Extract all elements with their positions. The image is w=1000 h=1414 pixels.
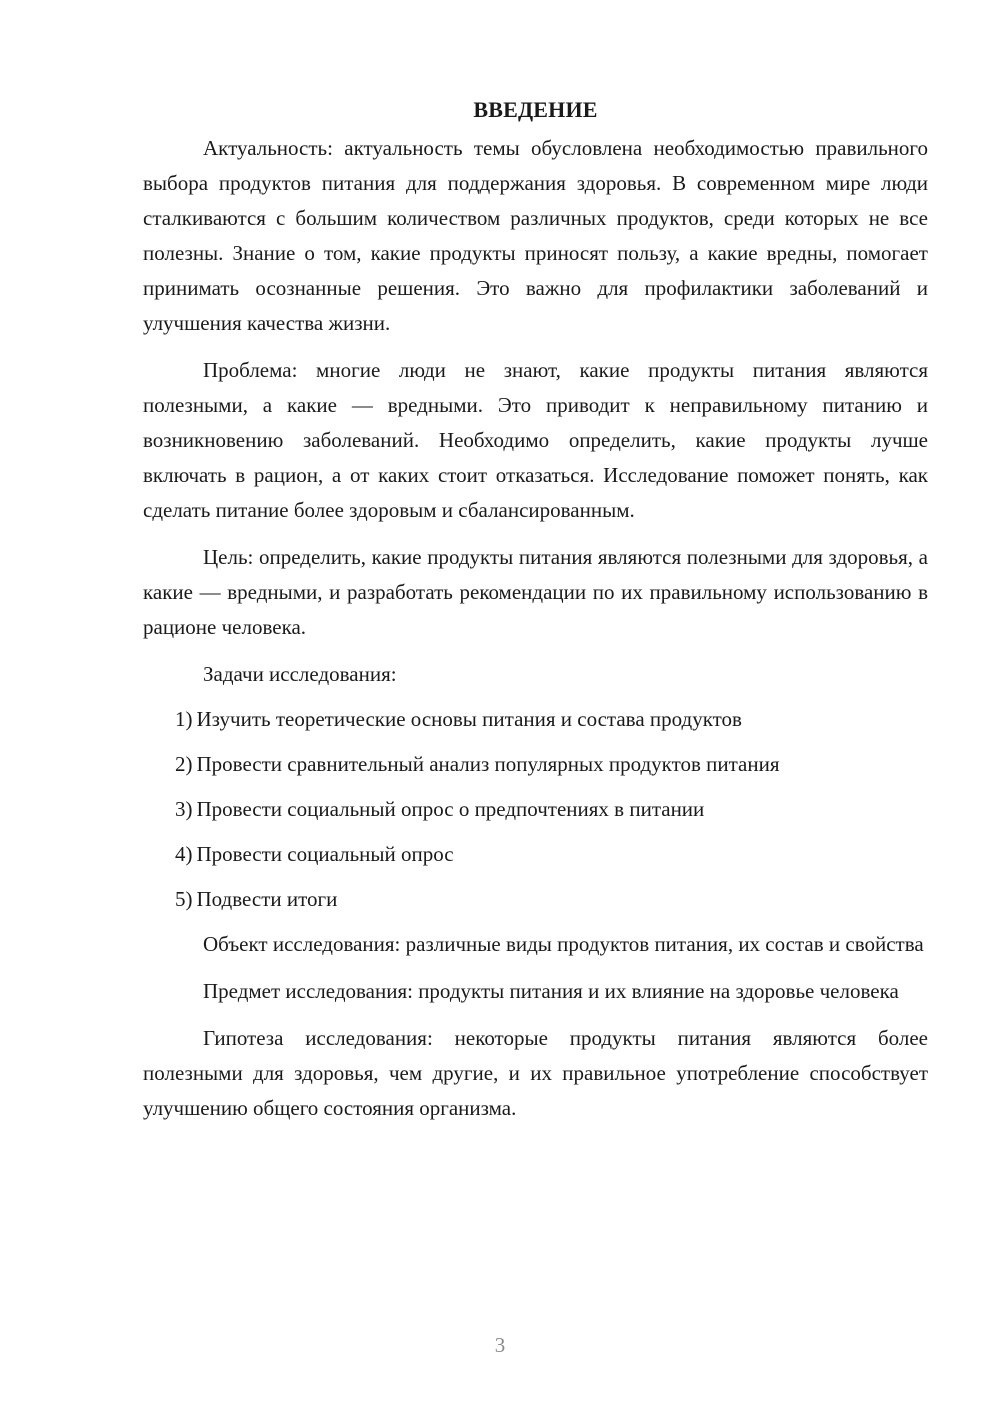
object-paragraph: Объект исследования: различные виды продуктов питания, их состав и свойства [203,932,924,956]
task-item [143,837,928,872]
task-number: 1) [175,707,193,731]
page-number: 3 [494,1333,506,1357]
page-heading: ВВЕДЕНИЕ [473,97,598,122]
task-text: Провести социальный опрос [196,842,454,866]
goal-paragraph: Цель: определить, какие продукты питания являются полезными для здоровья, а какие — вредными, и разработать рекомендации по их правильному использованию в рационе человека. [143,545,928,639]
task-text: Подвести итоги [196,887,338,911]
task-text: Провести социальный опрос о предпочтениях в питании [196,797,705,821]
tasks-title: Задачи исследования: [203,662,397,686]
task-number: 5) [175,887,193,911]
task-item [143,747,928,782]
task-number: 4) [175,842,193,866]
document-page [143,92,928,1138]
hypothesis-paragraph: Гипотеза исследования: некоторые продукты питания являются более полезными для здоровья, чем другие, и их правильное употребление способствует улучшению общего состояния организма. [143,1026,928,1120]
relevance-paragraph: Актуальность: актуальность темы обусловлена необходимостью правильного выбора продуктов питания для поддержания здоровья. В современном мире люди сталкиваются с большим количеством различных продуктов, среди которых не все полезны. Знание о том, какие продукты приносят пользу, а какие вредны, помогает принимать осознанные решения. Это важно для профилактики заболеваний и улучшения качества жизни. [143,136,928,335]
task-number: 2) [175,752,193,776]
task-text: Провести сравнительный анализ популярных продуктов питания [196,752,780,776]
task-item [143,702,928,737]
task-number: 3) [175,797,193,821]
task-item [143,882,928,917]
problem-paragraph: Проблема: многие люди не знают, какие продукты питания являются полезными, а какие — вредными. Это приводит к неправильному питанию и возникновению заболеваний. Необходимо определить, какие продукты лучше включать в рацион, а от каких стоит отказаться. Исследование поможет понять, как сделать питание более здоровым и сбалансированным. [143,358,928,522]
task-item [143,792,928,827]
subject-paragraph: Предмет исследования: продукты питания и их влияние на здоровье человека [203,979,899,1003]
task-text: Изучить теоретические основы питания и состава продуктов [196,707,742,731]
